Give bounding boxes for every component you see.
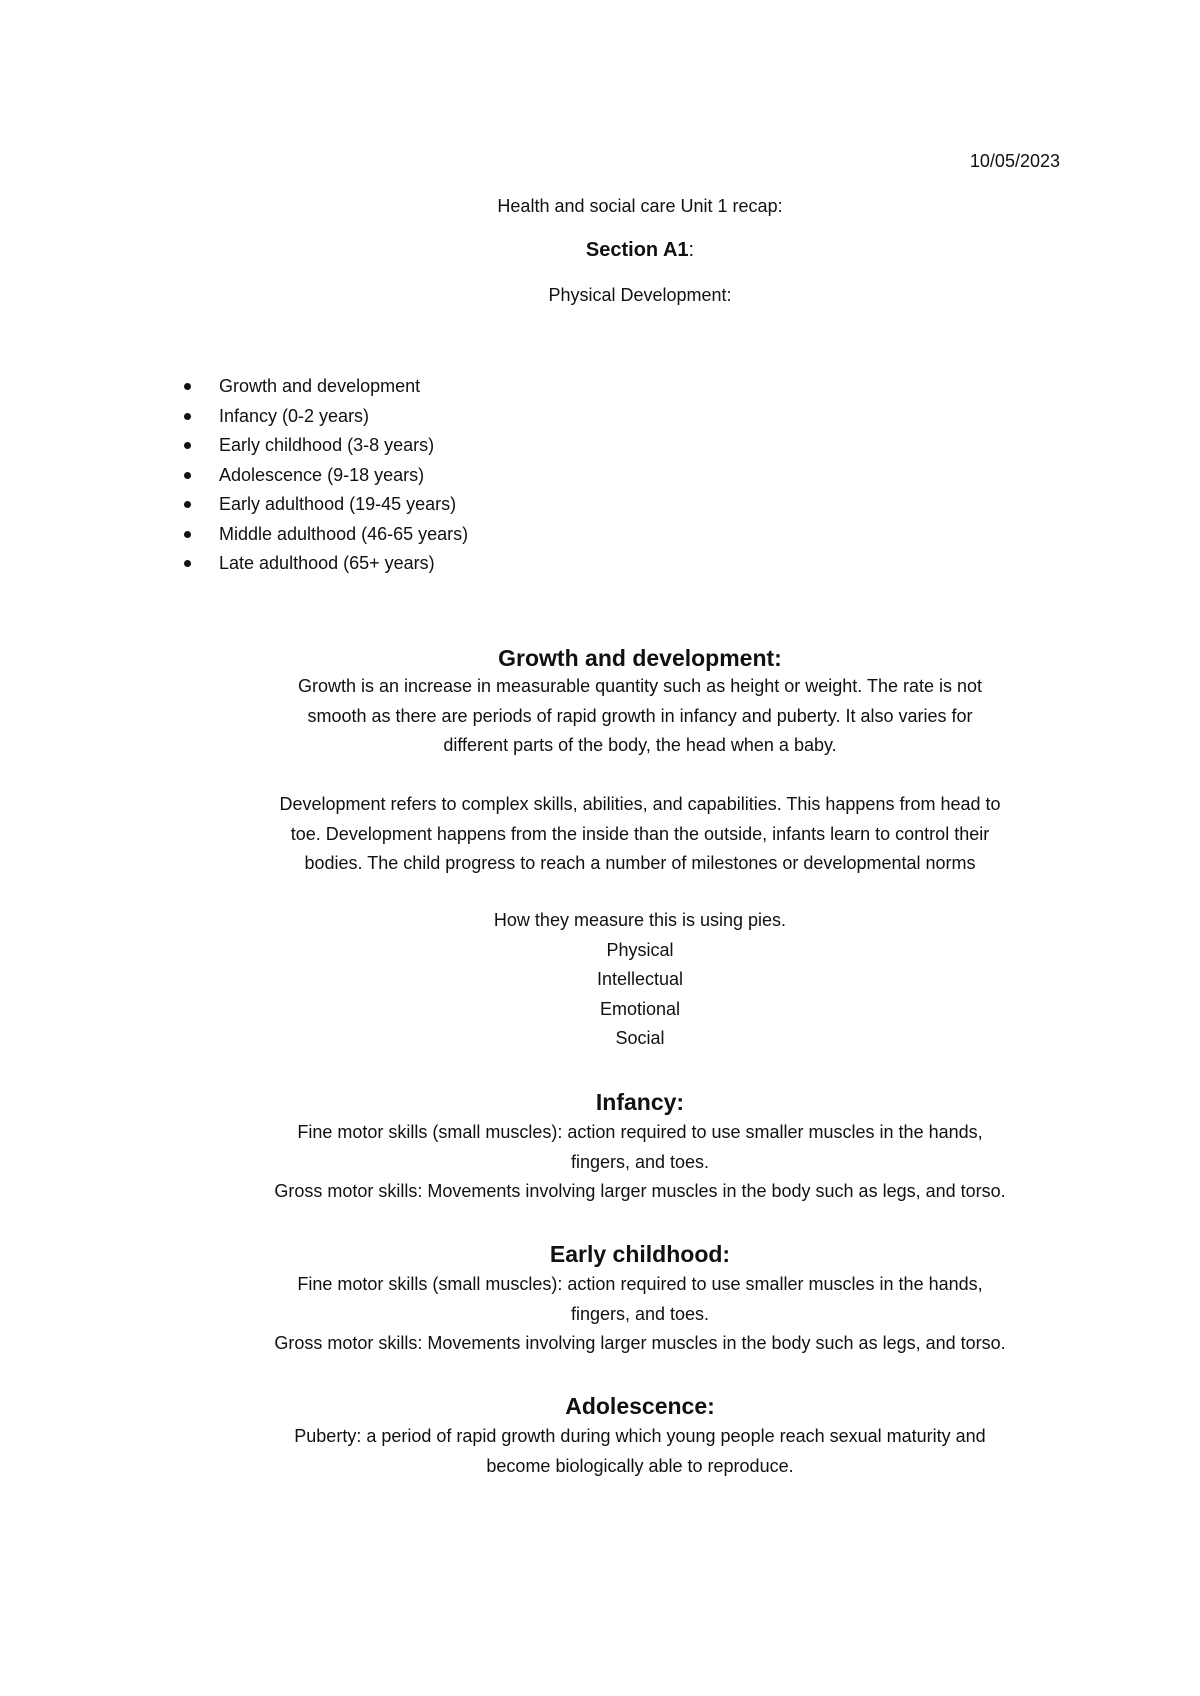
- document-title: Health and social care Unit 1 recap:: [497, 196, 783, 216]
- text-line: Development refers to complex skills, abilities, and capabilities. This happens from head to: [279, 794, 1001, 814]
- text-line: Physical: [606, 939, 674, 960]
- text-line: fingers, and toes.: [570, 1303, 710, 1324]
- infancy-heading: Infancy:: [595, 1089, 685, 1115]
- section-label: Section A1: [585, 239, 689, 261]
- text-line: smooth as there are periods of rapid growth in infancy and puberty. It also varies for: [307, 705, 973, 726]
- text-line: toe. Development happens from the inside than the outside, infants learn to control their: [290, 823, 990, 844]
- list-item: Growth and development: [175, 372, 468, 402]
- text-line: Puberty: a period of rapid growth during which young people reach sexual maturity and: [294, 1426, 986, 1446]
- text-line: become biologically able to reproduce.: [486, 1455, 794, 1476]
- bullet-icon: [184, 383, 191, 390]
- text-line: How they measure this is using pies.: [493, 910, 787, 930]
- bullet-icon: [184, 560, 191, 567]
- bullet-icon: [184, 501, 191, 508]
- section-colon: :: [688, 239, 695, 261]
- text-line: Fine motor skills (small muscles): action required to use smaller muscles in the hands,: [297, 1274, 983, 1294]
- section-title: [180, 238, 1100, 262]
- measure-block: [180, 906, 1100, 1054]
- text-line: different parts of the body, the head when a baby.: [443, 735, 837, 755]
- bullet-icon: [184, 413, 191, 420]
- growth-heading: Growth and development:: [498, 645, 782, 671]
- adolescence-paragraph: [180, 1422, 1100, 1481]
- text-line: Gross motor skills: Movements involving larger muscles in the body such as legs, and torso.: [274, 1333, 1006, 1353]
- bullet-icon: [184, 472, 191, 479]
- adolescence-heading: Adolescence:: [565, 1393, 715, 1419]
- document-date: 10/05/2023: [969, 151, 1060, 171]
- text-line: Emotional: [599, 998, 681, 1019]
- text-line: bodies. The child progress to reach a number of milestones or developmental norms: [304, 853, 976, 873]
- bullet-icon: [184, 531, 191, 538]
- list-item: Adolescence (9-18 years): [175, 461, 468, 491]
- list-item: Early childhood (3-8 years): [175, 431, 468, 461]
- topic-list: [175, 372, 468, 579]
- text-line: Fine motor skills (small muscles): action required to use smaller muscles in the hands,: [297, 1122, 983, 1142]
- early-childhood-heading: Early childhood:: [549, 1241, 731, 1267]
- development-paragraph: [180, 790, 1100, 879]
- subtitle: Physical Development:: [548, 285, 732, 305]
- text-line: Social: [615, 1028, 665, 1048]
- text-line: Growth is an increase in measurable quantity such as height or weight. The rate is not: [297, 676, 983, 696]
- list-item: Early adulthood (19-45 years): [175, 490, 468, 520]
- list-item: Late adulthood (65+ years): [175, 549, 468, 579]
- early-childhood-paragraph: [180, 1270, 1100, 1359]
- growth-paragraph: [180, 672, 1100, 761]
- infancy-paragraph: [180, 1118, 1100, 1207]
- list-item: Infancy (0-2 years): [175, 402, 468, 432]
- bullet-icon: [184, 442, 191, 449]
- text-line: fingers, and toes.: [570, 1151, 710, 1172]
- text-line: Gross motor skills: Movements involving larger muscles in the body such as legs, and torso.: [274, 1181, 1006, 1201]
- text-line: Intellectual: [596, 969, 684, 989]
- list-item: Middle adulthood (46-65 years): [175, 520, 468, 550]
